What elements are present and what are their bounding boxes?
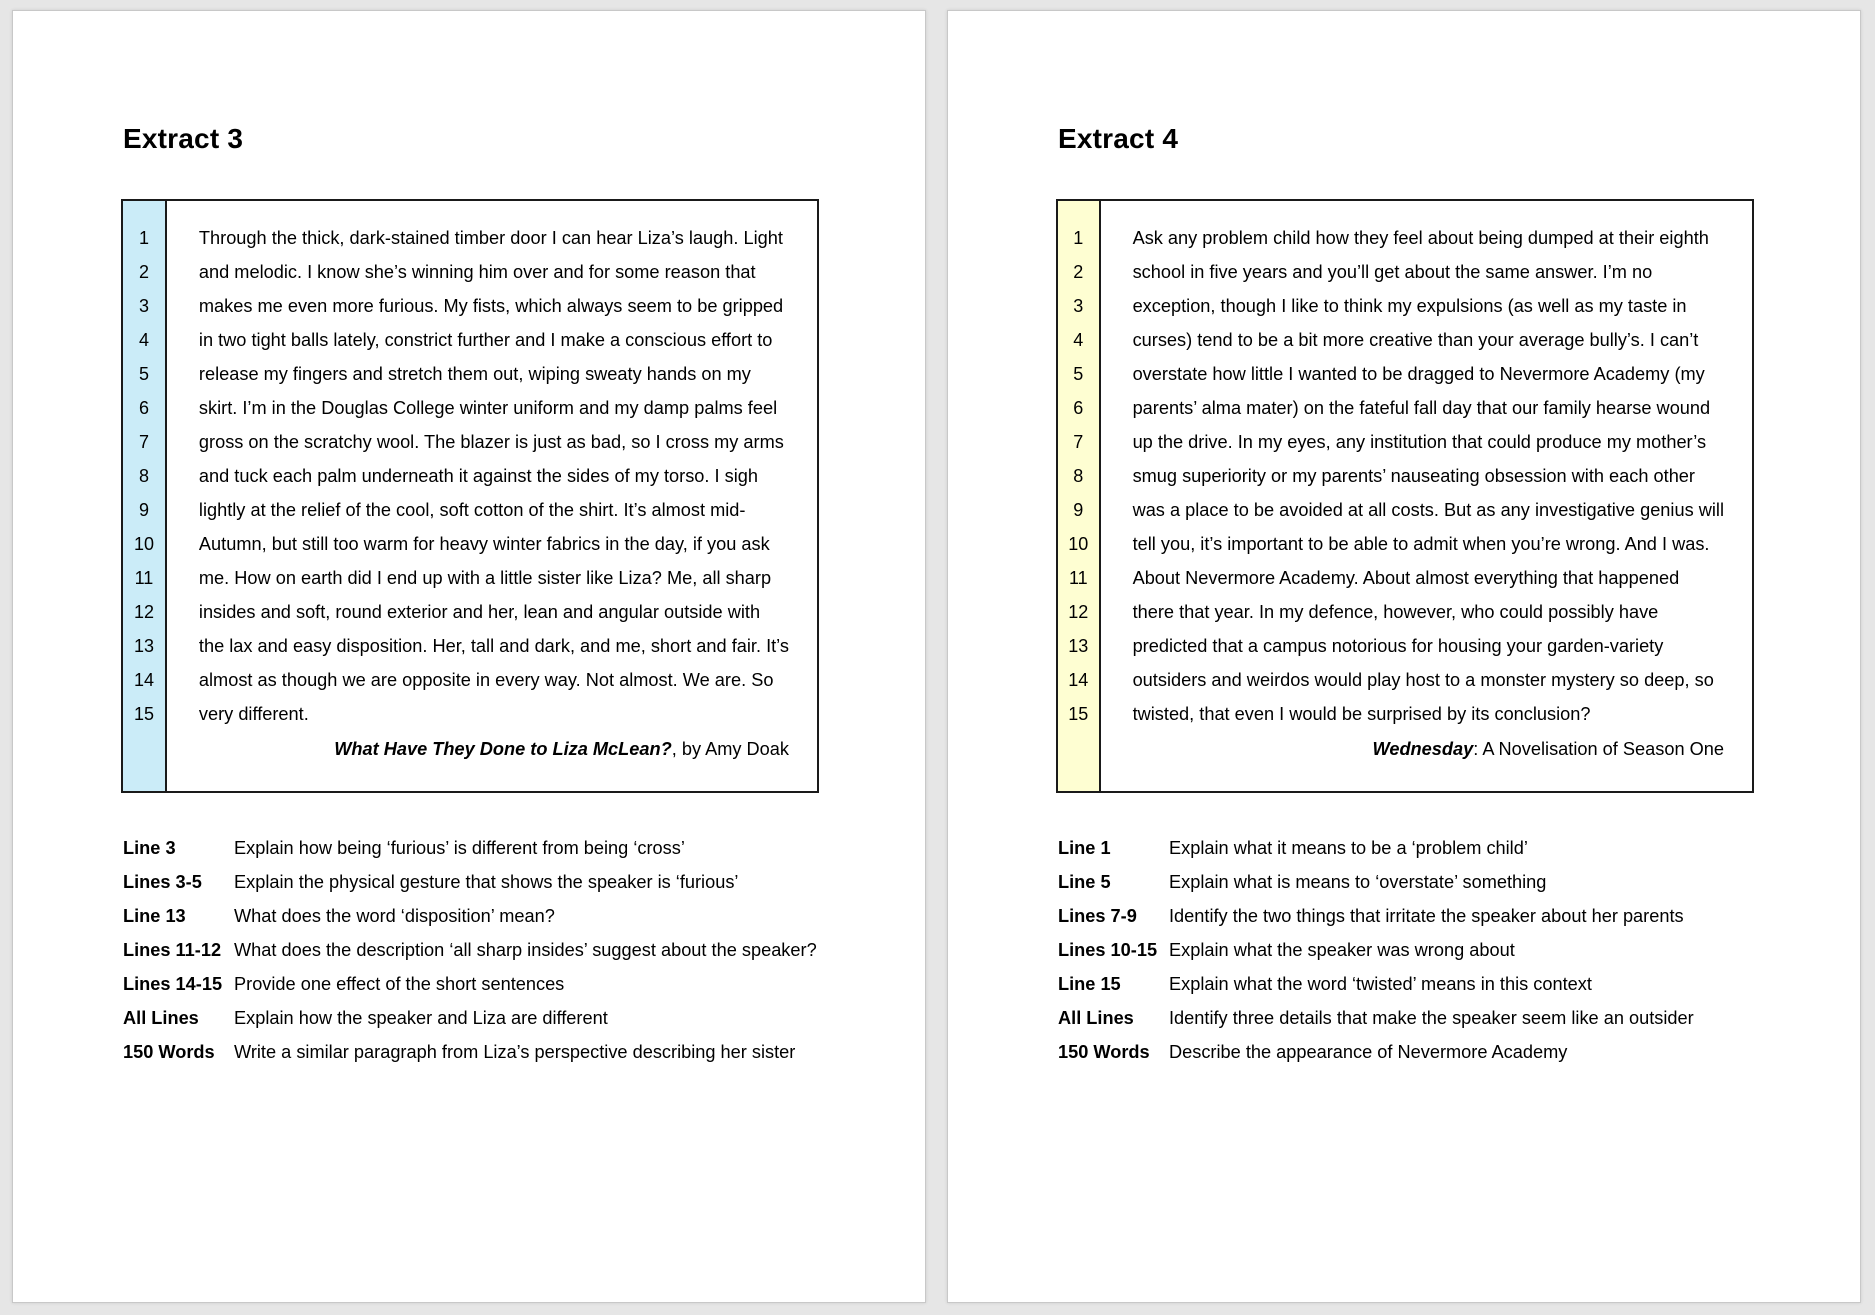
- line-number: 7: [138, 432, 149, 452]
- question-line-ref: Lines 14-15: [123, 974, 223, 994]
- extract-line: and tuck each palm underneath it against the sides of my torso. I sigh: [198, 466, 758, 486]
- line-number: 12: [1068, 602, 1089, 622]
- question-text: Identify three details that make the speaker seem like an outsider: [1169, 1008, 1694, 1028]
- extract-line: in two tight balls lately, constrict further and I make a conscious effort to: [198, 330, 773, 350]
- line-number: 2: [1073, 262, 1084, 282]
- line-number-column: [1058, 201, 1101, 791]
- question-text: What does the description ‘all sharp insides’ suggest about the speaker?: [234, 940, 817, 960]
- question-line-ref: Line 5: [1058, 872, 1111, 892]
- question-text: Explain what the word ‘twisted’ means in this context: [1169, 974, 1592, 994]
- line-number: 8: [138, 466, 149, 486]
- extract-line: tell you, it’s important to be able to admit when you’re wrong. And I was.: [1132, 534, 1710, 554]
- extract-text: [167, 201, 817, 791]
- line-number: 15: [1068, 704, 1089, 724]
- extract-line: insides and soft, round exterior and her, lean and angular outside with: [198, 602, 761, 622]
- extract-lines: [199, 221, 789, 731]
- extract-line: release my fingers and stretch them out, wiping sweaty hands on my: [198, 364, 751, 384]
- question-line-ref: All Lines: [123, 1008, 199, 1028]
- question-text: Explain what is means to ‘overstate’ something: [1169, 872, 1547, 892]
- question-text: Provide one effect of the short sentences: [234, 974, 565, 994]
- question-text: Describe the appearance of Nevermore Academy: [1169, 1042, 1568, 1062]
- question-text: Identify the two things that irritate the speaker about her parents: [1169, 906, 1684, 926]
- extract-line: the lax and easy disposition. Her, tall and dark, and me, short and fair. It’s: [198, 636, 789, 656]
- line-number: 3: [1073, 296, 1084, 316]
- page-title: Extract 3: [123, 123, 244, 154]
- question-line-ref: Line 15: [1058, 974, 1121, 994]
- extract-line: outsiders and weirdos would play host to a monster mystery so deep, so: [1132, 670, 1714, 690]
- line-number: 12: [133, 602, 154, 622]
- source-subtitle: : A Novelisation of Season One: [1473, 739, 1724, 759]
- extract-box: [121, 199, 819, 793]
- source-title: What Have They Done to Liza McLean?: [334, 739, 672, 759]
- extract-lines: [1133, 221, 1724, 731]
- question-text: Explain how the speaker and Liza are different: [234, 1008, 608, 1028]
- line-number: 5: [1073, 364, 1084, 384]
- line-number: 13: [1068, 636, 1089, 656]
- extract-line: Autumn, but still too warm for heavy winter fabrics in the day, if you ask: [198, 534, 770, 554]
- extract-line: About Nevermore Academy. About almost everything that happened: [1132, 568, 1680, 588]
- line-number: 11: [1068, 568, 1088, 588]
- source-author: , by Amy Doak: [671, 739, 789, 759]
- question-row: [1058, 865, 1694, 899]
- question-row: [1058, 831, 1694, 865]
- question-line-ref: Lines 10-15: [1058, 940, 1158, 960]
- question-line-ref: Lines 3-5: [123, 872, 202, 892]
- extract-text: [1101, 201, 1752, 791]
- line-number: 9: [138, 500, 149, 520]
- extract-line: up the drive. In my eyes, any institution that could produce my mother’s: [1132, 432, 1707, 452]
- line-number: 2: [138, 262, 149, 282]
- line-number: 1: [138, 228, 149, 248]
- extract-line: parents’ alma mater) on the fateful fall day that our family hearse wound: [1132, 398, 1711, 418]
- line-number: 9: [1073, 500, 1084, 520]
- extract-line: overstate how little I wanted to be dragged to Nevermore Academy (my: [1132, 364, 1705, 384]
- extract-box: [1056, 199, 1754, 793]
- question-line-ref: Lines 7-9: [1058, 906, 1137, 926]
- line-number: 6: [138, 398, 149, 418]
- extract-line: very different.: [198, 704, 309, 724]
- question-line-ref: 150 Words: [123, 1042, 215, 1062]
- line-number: 4: [1073, 330, 1084, 350]
- question-row: [123, 831, 817, 865]
- line-number: 10: [1068, 534, 1089, 554]
- question-row: [123, 1035, 817, 1069]
- line-number: 3: [138, 296, 149, 316]
- extract-line: curses) tend to be a bit more creative than your average bully’s. I can’t: [1132, 330, 1699, 350]
- question-list: [1058, 831, 1694, 1069]
- extract-line: exception, though I like to think my expulsions (as well as my taste in: [1132, 296, 1687, 316]
- question-row: [1058, 967, 1694, 1001]
- line-number: 15: [133, 704, 154, 724]
- extract-line: Ask any problem child how they feel about being dumped at their eighth: [1132, 228, 1709, 248]
- question-line-ref: All Lines: [1058, 1008, 1134, 1028]
- extract-line: smug superiority or my parents’ nauseating obsession with each other: [1132, 466, 1695, 486]
- document-page-right: [947, 10, 1861, 1303]
- line-number: 13: [133, 636, 154, 656]
- line-number: 14: [1068, 670, 1089, 690]
- question-row: [123, 967, 817, 1001]
- extract-line: lightly at the relief of the cool, soft cotton of the shirt. It’s almost mid-: [198, 500, 746, 520]
- source-citation: [1373, 739, 1725, 760]
- source-citation: [334, 739, 789, 760]
- line-number: 14: [133, 670, 154, 690]
- extract-line: gross on the scratchy wool. The blazer is just as bad, so I cross my arms: [198, 432, 784, 452]
- extract-line: makes me even more furious. My fists, which always seem to be gripped: [198, 296, 784, 316]
- question-text: What does the word ‘disposition’ mean?: [234, 906, 555, 926]
- document-page-left: [12, 10, 926, 1303]
- page-title: Extract 4: [1058, 123, 1179, 154]
- extract-line: predicted that a campus notorious for housing your garden-variety: [1132, 636, 1664, 656]
- question-text: Explain the physical gesture that shows the speaker is ‘furious’: [234, 872, 739, 892]
- question-row: [1058, 899, 1694, 933]
- question-row: [123, 865, 817, 899]
- question-row: [123, 899, 817, 933]
- question-line-ref: Lines 11-12: [123, 940, 222, 960]
- extract-line: school in five years and you’ll get about the same answer. I’m no: [1132, 262, 1653, 282]
- extract-line: and melodic. I know she’s winning him over and for some reason that: [198, 262, 756, 282]
- question-row: [1058, 1035, 1694, 1069]
- question-line-ref: Line 3: [123, 838, 176, 858]
- extract-line: there that year. In my defence, however, who could possibly have: [1132, 602, 1659, 622]
- question-text: Write a similar paragraph from Liza’s perspective describing her sister: [234, 1042, 796, 1062]
- line-number: 7: [1073, 432, 1084, 452]
- line-number: 6: [1073, 398, 1084, 418]
- extract-line: almost as though we are opposite in every way. Not almost. We are. So: [198, 670, 774, 690]
- extract-line: me. How on earth did I end up with a little sister like Liza? Me, all sharp: [198, 568, 772, 588]
- line-number: 5: [138, 364, 149, 384]
- question-line-ref: 150 Words: [1058, 1042, 1150, 1062]
- extract-line: was a place to be avoided at all costs. But as any investigative genius will: [1132, 500, 1724, 520]
- question-line-ref: Line 13: [123, 906, 186, 926]
- line-number: 1: [1073, 228, 1084, 248]
- source-title: Wednesday: [1372, 739, 1474, 759]
- question-text: Explain what the speaker was wrong about: [1169, 940, 1515, 960]
- line-number: 10: [133, 534, 154, 554]
- question-line-ref: Line 1: [1058, 838, 1111, 858]
- question-text: Explain how being ‘furious’ is different from being ‘cross’: [234, 838, 685, 858]
- extract-line: skirt. I’m in the Douglas College winter uniform and my damp palms feel: [198, 398, 778, 418]
- line-number-column: [123, 201, 167, 791]
- question-text: Explain what it means to be a ‘problem child’: [1169, 838, 1528, 858]
- question-row: [1058, 933, 1694, 967]
- line-number: 11: [134, 568, 154, 588]
- line-number: 8: [1073, 466, 1084, 486]
- question-list: [123, 831, 817, 1069]
- question-row: [123, 1001, 817, 1035]
- extract-line: twisted, that even I would be surprised by its conclusion?: [1132, 704, 1591, 724]
- question-row: [1058, 1001, 1694, 1035]
- line-number: 4: [138, 330, 149, 350]
- extract-line: Through the thick, dark-stained timber door I can hear Liza’s laugh. Light: [198, 228, 783, 248]
- question-row: [123, 933, 817, 967]
